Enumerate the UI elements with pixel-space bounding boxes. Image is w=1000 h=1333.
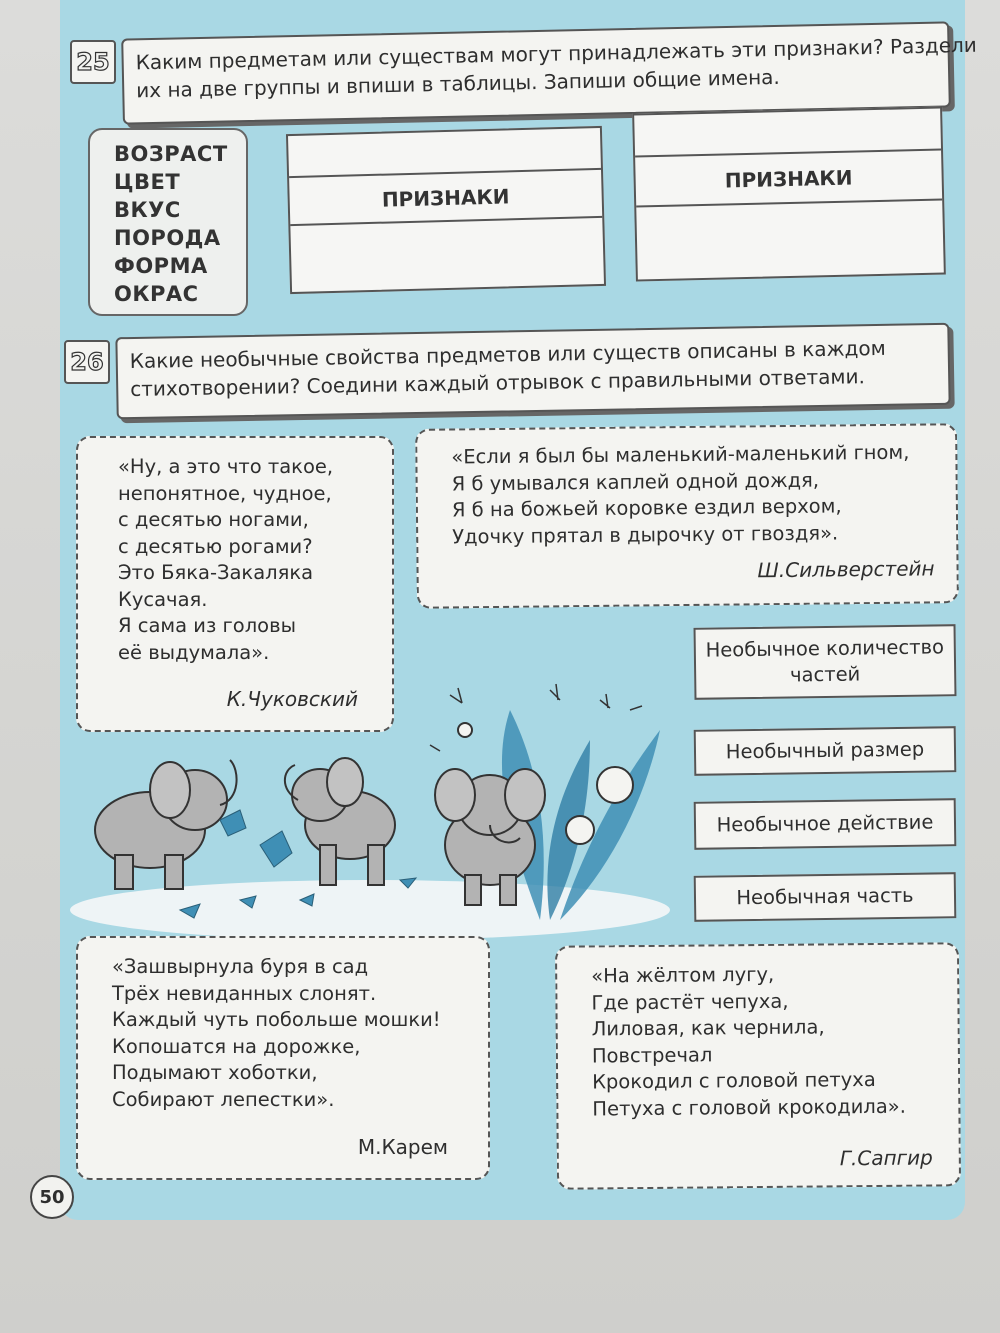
answer-label: Необычное количество bbox=[705, 635, 945, 662]
task-25-number: 25 bbox=[70, 40, 116, 84]
page-number: 50 bbox=[30, 1175, 74, 1219]
poem-line: Лиловая, как чернила, bbox=[591, 1015, 825, 1041]
answer-label: Необычная часть bbox=[736, 883, 914, 910]
attribute-word-list bbox=[88, 128, 248, 316]
poem-line: Петуха с головой крокодила». bbox=[592, 1094, 906, 1120]
poem-line: Я б умывался каплей одной дождя, bbox=[451, 468, 820, 495]
poem-line: её выдумала». bbox=[118, 640, 270, 664]
poem-line: Трёх невиданных слонят. bbox=[112, 981, 377, 1005]
task-26-text-line1: Какие необычные свойства предметов или существ описаны в каждом bbox=[129, 335, 886, 374]
task-26-number: 26 bbox=[64, 340, 110, 384]
table-row[interactable] bbox=[290, 218, 604, 292]
poem-line: Собирают лепестки». bbox=[112, 1087, 335, 1111]
attributes-table-2 bbox=[632, 107, 946, 282]
task-25-text-line2: их на две группы и впиши в таблицы. Запиши общие имена. bbox=[136, 64, 781, 103]
answer-unusual-number-of-parts[interactable] bbox=[694, 624, 957, 700]
word-item: ВОЗРАСТ bbox=[114, 142, 228, 166]
word-item: ОКРАС bbox=[114, 282, 199, 306]
poem-line: «Если я был бы маленький-маленький гном, bbox=[451, 440, 910, 469]
task-25-text-line1: Каким предметам или существам могут принадлежать эти признаки? Раздели bbox=[135, 32, 978, 75]
answer-label: Необычный размер bbox=[725, 737, 925, 764]
poem-line: Крокодил с головой петуха bbox=[592, 1067, 876, 1094]
poem-line: Каждый чуть побольше мошки! bbox=[112, 1008, 441, 1031]
poem-line: Повстречал bbox=[591, 1042, 713, 1067]
poem-sapgir bbox=[555, 942, 961, 1190]
poem-line: Удочку прятал в дырочку от гвоздя». bbox=[452, 520, 839, 548]
word-item: ПОРОДА bbox=[114, 226, 221, 250]
elephants-illustration bbox=[70, 670, 690, 945]
poem-author: М.Карем bbox=[357, 1134, 448, 1159]
poem-line: «Ну, а это что такое, bbox=[118, 455, 334, 478]
poem-line: Кусачая. bbox=[118, 587, 208, 611]
poem-karem bbox=[76, 936, 490, 1180]
poem-line: Подымают хоботки, bbox=[112, 1061, 318, 1084]
poem-line: Копошатся на дорожке, bbox=[112, 1034, 361, 1058]
poem-line: Я б на божьей коровке ездил верхом, bbox=[451, 494, 842, 522]
answer-label: частей bbox=[789, 662, 861, 687]
poem-author: Г.Сапгир bbox=[839, 1144, 933, 1170]
word-item: ВКУС bbox=[114, 198, 181, 222]
poem-line: Я сама из головы bbox=[118, 614, 296, 637]
poem-line: с десятью рогами? bbox=[118, 534, 313, 558]
table-1-header: ПРИЗНАКИ bbox=[289, 170, 602, 226]
poem-author: К.Чуковский bbox=[226, 686, 358, 711]
answer-unusual-part[interactable] bbox=[694, 872, 957, 922]
attributes-table-1 bbox=[286, 126, 606, 294]
task-26-instruction bbox=[115, 323, 950, 420]
task-26-text-line2: стихотворении? Соедини каждый отрывок с правильными ответами. bbox=[130, 364, 866, 402]
table-2-header: ПРИЗНАКИ bbox=[635, 151, 942, 208]
poem-line: «На жёлтом лугу, bbox=[591, 962, 775, 988]
word-item: ФОРМА bbox=[114, 254, 208, 278]
poem-line: Это Бяка-Закаляка bbox=[118, 561, 314, 584]
poem-silverstein bbox=[415, 423, 959, 609]
poem-line: Где растёт чепуха, bbox=[591, 989, 789, 1014]
table-row[interactable] bbox=[634, 109, 941, 158]
poem-author: Ш.Сильверстейн bbox=[757, 555, 935, 582]
answer-label: Необычное действие bbox=[716, 810, 934, 837]
poem-line: с десятью ногами, bbox=[118, 508, 309, 531]
answer-unusual-size[interactable] bbox=[694, 726, 957, 776]
poem-line: непонятное, чудное, bbox=[118, 481, 332, 505]
word-item: ЦВЕТ bbox=[114, 170, 181, 194]
answer-unusual-action[interactable] bbox=[694, 798, 957, 850]
poem-line: «Зашвырнула буря в сад bbox=[112, 955, 369, 978]
table-row[interactable] bbox=[636, 201, 944, 280]
